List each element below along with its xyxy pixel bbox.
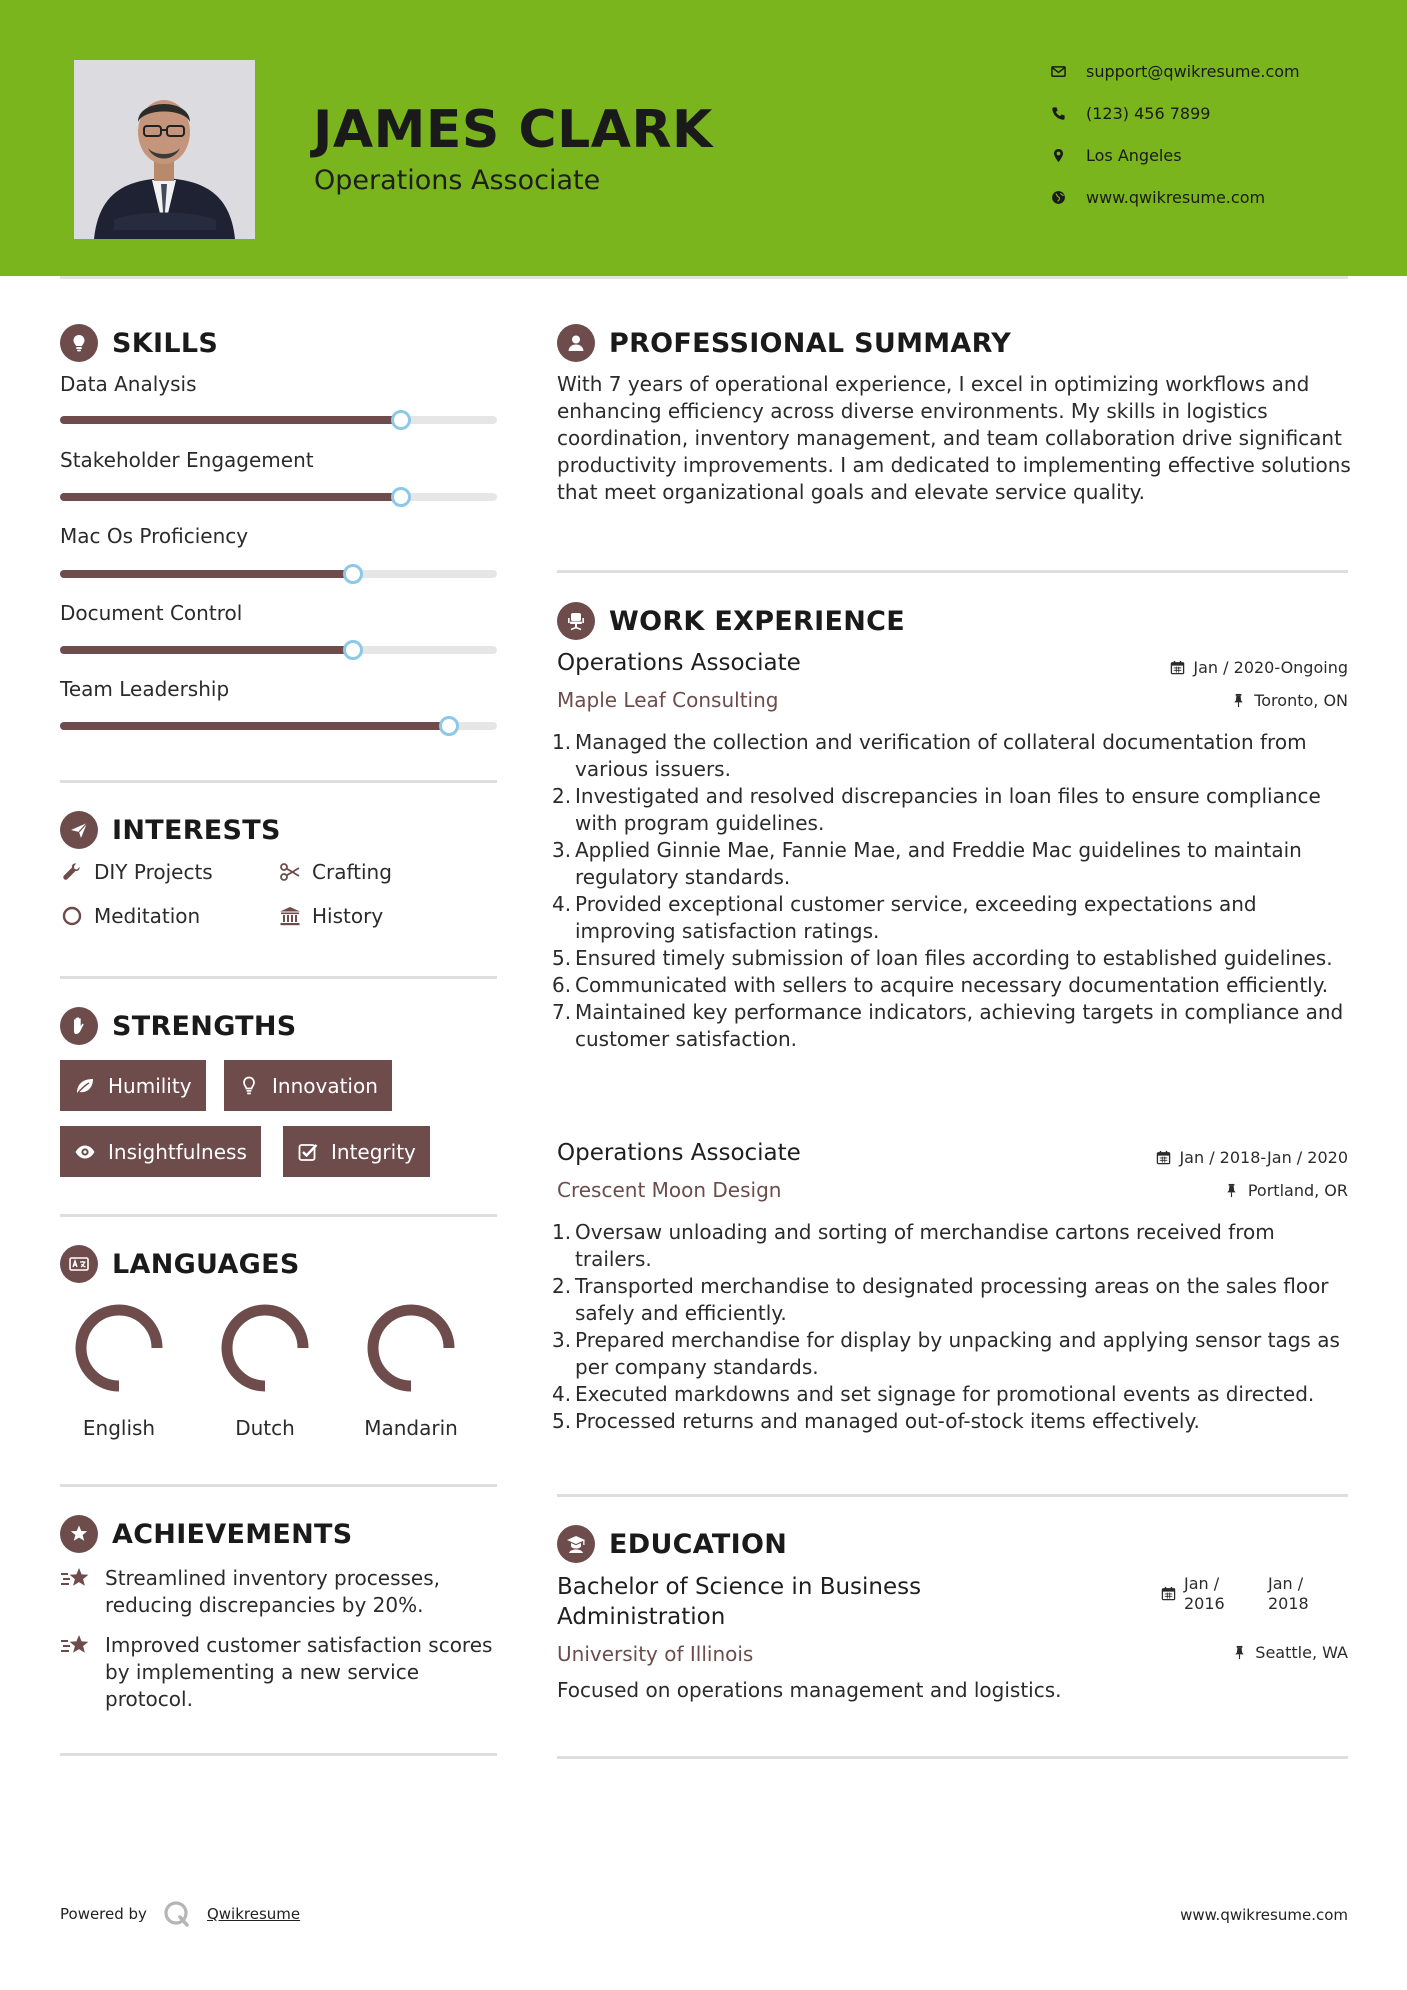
star-badge-icon bbox=[60, 1515, 98, 1553]
job-duties bbox=[552, 1219, 1357, 1435]
job-location-text: Toronto, ON bbox=[1254, 691, 1348, 710]
strength-label: Humility bbox=[108, 1073, 192, 1098]
list-item: 6. Communicated with sellers to acquire necessary documentation efficiently. bbox=[552, 973, 1329, 997]
achievement-text: Streamlined inventory processes, reducing discrepancies by 20%. bbox=[105, 1566, 440, 1617]
language-gauge-arc bbox=[373, 1310, 449, 1386]
job-location-text: Portland, OR bbox=[1247, 1181, 1348, 1200]
skill-bar-fill bbox=[60, 416, 401, 424]
list-item: 4. Provided exceptional customer service, exceeding expectations and improving satisfaction ratings. bbox=[552, 892, 1257, 943]
interest-item bbox=[60, 904, 200, 928]
calendar-icon bbox=[1169, 660, 1185, 676]
job-location bbox=[1224, 1181, 1348, 1200]
qwikresume-link[interactable]: Qwikresume bbox=[206, 1905, 301, 1923]
degree-line1: Bachelor of Science in Business bbox=[557, 1574, 922, 1600]
summary-text: With 7 years of operational experience, I excel in optimizing workflows and enhancing efficiency across diverse environments. My skills in logistics coordination, inventory management, and team collaboration drive significant productivity improvements. I am dedicated to implementing effective solutions that meet organizational goals and elevate service quality. bbox=[557, 372, 1351, 504]
wrench-icon bbox=[60, 860, 84, 884]
interest-label: DIY Projects bbox=[94, 860, 213, 884]
pushpin-icon bbox=[1231, 1645, 1247, 1661]
achievement-item bbox=[60, 1632, 500, 1713]
museum-icon bbox=[278, 904, 302, 928]
job-date bbox=[1155, 1148, 1348, 1167]
language-gauge bbox=[363, 1300, 459, 1396]
skill-bar-knob bbox=[439, 716, 459, 736]
list-item: 3. Prepared merchandise for display by unpacking and applying sensor tags as per company standards. bbox=[552, 1328, 1340, 1379]
footer-url[interactable]: www.qwikresume.com bbox=[1180, 1906, 1348, 1924]
skill-bar-fill bbox=[60, 722, 449, 730]
skill-label: Stakeholder Engagement bbox=[60, 448, 314, 472]
skill-bar-fill bbox=[60, 646, 353, 654]
list-item: 1. Managed the collection and verification of collateral documentation from various issuers. bbox=[552, 730, 1307, 781]
contact-location-text: Los Angeles bbox=[1086, 145, 1182, 165]
list-item: 2. Investigated and resolved discrepancies in loan files to ensure compliance with program guidelines. bbox=[552, 784, 1321, 835]
skill-bar-knob bbox=[391, 410, 411, 430]
degree-line2: Administration bbox=[557, 1604, 726, 1630]
header-banner bbox=[0, 0, 1407, 276]
calendar-icon bbox=[1155, 1150, 1171, 1166]
job-title: Operations Associate bbox=[557, 650, 801, 676]
qwikresume-logo-icon bbox=[163, 1900, 191, 1928]
skills-heading bbox=[60, 324, 218, 362]
skill-bar-fill bbox=[60, 570, 353, 578]
section-divider bbox=[60, 1484, 497, 1487]
language-item bbox=[356, 1300, 466, 1440]
language-gauge-arc bbox=[81, 1310, 157, 1386]
list-item: 3. Applied Ginnie Mae, Fannie Mae, and Freddie Mac guidelines to maintain regulatory standards. bbox=[552, 838, 1302, 889]
interests-heading bbox=[60, 811, 281, 849]
achievement-text: Improved customer satisfaction scores by implementing a new service protocol. bbox=[105, 1633, 493, 1711]
graduate-icon bbox=[557, 1525, 595, 1563]
strengths-heading bbox=[60, 1007, 297, 1045]
candidate-name: JAMES CLARK bbox=[313, 100, 713, 160]
strength-label: Integrity bbox=[331, 1139, 416, 1164]
strength-tag bbox=[283, 1126, 430, 1177]
skill-bar bbox=[60, 722, 497, 730]
language-gauge bbox=[71, 1300, 167, 1396]
language-gauge-arc bbox=[227, 1310, 303, 1386]
job-title: Operations Associate bbox=[557, 1140, 801, 1166]
duty-text: Transported merchandise to designated processing areas on the sales floor safely and efficiently. bbox=[575, 1274, 1329, 1325]
contact-website[interactable] bbox=[1050, 182, 1265, 212]
interest-item bbox=[278, 860, 392, 884]
contact-phone-text: (123) 456 7899 bbox=[1086, 103, 1211, 123]
summary-title: PROFESSIONAL SUMMARY bbox=[609, 327, 1012, 359]
skill-bar-knob bbox=[343, 640, 363, 660]
section-divider bbox=[557, 1756, 1348, 1759]
interest-label: History bbox=[312, 904, 384, 928]
pushpin-icon bbox=[1230, 693, 1246, 709]
duty-text: Investigated and resolved discrepancies in loan files to ensure compliance with program guidelines. bbox=[575, 784, 1321, 835]
strength-tag bbox=[224, 1060, 392, 1111]
interest-item bbox=[60, 860, 213, 884]
job-location bbox=[1230, 691, 1348, 710]
contact-website-text: www.qwikresume.com bbox=[1086, 187, 1266, 207]
profile-photo bbox=[74, 60, 255, 239]
strengths-title: STRENGTHS bbox=[112, 1010, 297, 1042]
company-name: Crescent Moon Design bbox=[557, 1178, 782, 1202]
language-gauge bbox=[217, 1300, 313, 1396]
duty-text: Processed returns and managed out-of-stock items effectively. bbox=[575, 1409, 1200, 1433]
eye-icon bbox=[72, 1140, 98, 1164]
skill-label: Document Control bbox=[60, 601, 243, 625]
skill-label: Mac Os Proficiency bbox=[60, 524, 249, 548]
strength-label: Insightfulness bbox=[108, 1139, 247, 1164]
raised-hand-icon bbox=[60, 1007, 98, 1045]
leaf-icon bbox=[72, 1074, 98, 1098]
duty-text: Ensured timely submission of loan files according to established guidelines. bbox=[575, 946, 1333, 970]
user-icon bbox=[557, 324, 595, 362]
skill-bar-fill bbox=[60, 493, 401, 501]
contact-location bbox=[1050, 140, 1182, 170]
education-date-icon-wrap bbox=[1160, 1585, 1184, 1601]
section-divider bbox=[60, 976, 497, 979]
language-item bbox=[210, 1300, 320, 1440]
skill-bar bbox=[60, 416, 497, 424]
language-card-icon bbox=[60, 1245, 98, 1283]
skill-bar bbox=[60, 570, 497, 578]
lightbulb-icon bbox=[236, 1074, 262, 1098]
header-divider bbox=[60, 276, 1348, 279]
education-date-end-line1: Jan / bbox=[1268, 1574, 1304, 1593]
school-name: University of Illinois bbox=[557, 1642, 754, 1666]
languages-heading bbox=[60, 1245, 300, 1283]
strength-tag bbox=[60, 1060, 206, 1111]
calendar-icon bbox=[1160, 1585, 1176, 1601]
section-divider bbox=[557, 1494, 1348, 1497]
duty-text: Maintained key performance indicators, achieving targets in compliance and customer satisfaction. bbox=[575, 1000, 1344, 1051]
experience-title: WORK EXPERIENCE bbox=[609, 605, 905, 637]
skill-bar-knob bbox=[343, 564, 363, 584]
interests-title: INTERESTS bbox=[112, 814, 281, 846]
achievements-heading bbox=[60, 1515, 353, 1553]
section-divider bbox=[60, 1214, 497, 1217]
paper-plane-icon bbox=[60, 811, 98, 849]
job-date-text: Jan / 2020-Ongoing bbox=[1193, 658, 1348, 677]
duty-text: Executed markdowns and set signage for promotional events as directed. bbox=[575, 1382, 1315, 1406]
duty-text: Prepared merchandise for display by unpacking and applying sensor tags as per company standards. bbox=[575, 1328, 1340, 1379]
skill-label: Data Analysis bbox=[60, 372, 197, 396]
language-item bbox=[64, 1300, 174, 1440]
education-date-end-line2: 2018 bbox=[1268, 1594, 1309, 1613]
education-date-start-line1: Jan / bbox=[1184, 1574, 1220, 1593]
pushpin-icon bbox=[1224, 1183, 1240, 1199]
company-name: Maple Leaf Consulting bbox=[557, 688, 779, 712]
contact-phone[interactable] bbox=[1050, 98, 1210, 128]
duty-text: Applied Ginnie Mae, Fannie Mae, and Freddie Mac guidelines to maintain regulatory standards. bbox=[575, 838, 1302, 889]
languages-title: LANGUAGES bbox=[112, 1248, 300, 1280]
language-label: Mandarin bbox=[364, 1416, 458, 1440]
skills-title: SKILLS bbox=[112, 327, 219, 359]
footer-powered-by bbox=[60, 1900, 300, 1928]
strength-label: Innovation bbox=[272, 1073, 378, 1098]
achievements-title: ACHIEVEMENTS bbox=[112, 1518, 353, 1550]
skill-bar bbox=[60, 646, 497, 654]
contact-email-text: support@qwikresume.com bbox=[1086, 61, 1300, 81]
achievement-item bbox=[60, 1565, 500, 1619]
education-date-end bbox=[1268, 1574, 1309, 1614]
interest-label: Meditation bbox=[94, 904, 201, 928]
section-divider bbox=[557, 570, 1348, 573]
education-date-start-line2: 2016 bbox=[1184, 1594, 1225, 1613]
check-square-icon bbox=[295, 1140, 321, 1164]
list-item: 5. Ensured timely submission of loan files according to established guidelines. bbox=[552, 946, 1333, 970]
list-item: 2. Transported merchandise to designated processing areas on the sales floor safely and efficiently. bbox=[552, 1274, 1329, 1325]
job-duties bbox=[552, 729, 1357, 1053]
duty-text: Provided exceptional customer service, exceeding expectations and improving satisfaction ratings. bbox=[575, 892, 1257, 943]
education-description: Focused on operations management and logistics. bbox=[557, 1678, 1062, 1702]
shooting-star-icon bbox=[60, 1632, 92, 1660]
circle-icon bbox=[60, 904, 84, 928]
skill-bar bbox=[60, 493, 497, 501]
candidate-role: Operations Associate bbox=[314, 165, 601, 196]
map-pin-icon bbox=[1050, 147, 1066, 163]
list-item: 7. Maintained key performance indicators, achieving targets in compliance and customer satisfaction. bbox=[552, 1000, 1344, 1051]
duty-text: Communicated with sellers to acquire necessary documentation efficiently. bbox=[575, 973, 1329, 997]
powered-by-label: Powered by bbox=[60, 1905, 147, 1923]
list-item: 4. Executed markdowns and set signage for promotional events as directed. bbox=[552, 1382, 1315, 1406]
list-item: 5. Processed returns and managed out-of-stock items effectively. bbox=[552, 1409, 1200, 1433]
office-chair-icon bbox=[557, 602, 595, 640]
summary-heading bbox=[557, 324, 1011, 362]
education-location-text: Seattle, WA bbox=[1255, 1643, 1348, 1662]
language-label: Dutch bbox=[235, 1416, 295, 1440]
duty-text: Managed the collection and verification of collateral documentation from various issuers. bbox=[575, 730, 1307, 781]
job-date bbox=[1169, 658, 1348, 677]
skill-bar-knob bbox=[391, 487, 411, 507]
job-date-text: Jan / 2018-Jan / 2020 bbox=[1179, 1148, 1348, 1167]
language-label: English bbox=[82, 1416, 156, 1440]
scissors-icon bbox=[278, 860, 302, 884]
person-portrait-icon bbox=[74, 60, 255, 239]
list-item: 1. Oversaw unloading and sorting of merchandise cartons received from trailers. bbox=[552, 1220, 1275, 1271]
lightbulb-icon bbox=[60, 324, 98, 362]
education-heading bbox=[557, 1525, 787, 1563]
phone-icon bbox=[1050, 105, 1066, 121]
skill-label: Team Leadership bbox=[60, 677, 230, 701]
section-divider bbox=[60, 1753, 497, 1756]
experience-heading bbox=[557, 602, 905, 640]
interest-label: Crafting bbox=[312, 860, 392, 884]
duty-text: Oversaw unloading and sorting of merchandise cartons received from trailers. bbox=[575, 1220, 1275, 1271]
interest-item bbox=[278, 904, 383, 928]
envelope-icon bbox=[1050, 63, 1066, 79]
shooting-star-icon bbox=[60, 1565, 92, 1593]
education-title: EDUCATION bbox=[609, 1528, 788, 1560]
section-divider bbox=[60, 780, 497, 783]
education-date-start bbox=[1184, 1574, 1225, 1614]
education-location bbox=[1231, 1643, 1348, 1662]
contact-email[interactable] bbox=[1050, 56, 1300, 86]
strength-tag bbox=[60, 1126, 261, 1177]
globe-icon bbox=[1050, 189, 1066, 205]
